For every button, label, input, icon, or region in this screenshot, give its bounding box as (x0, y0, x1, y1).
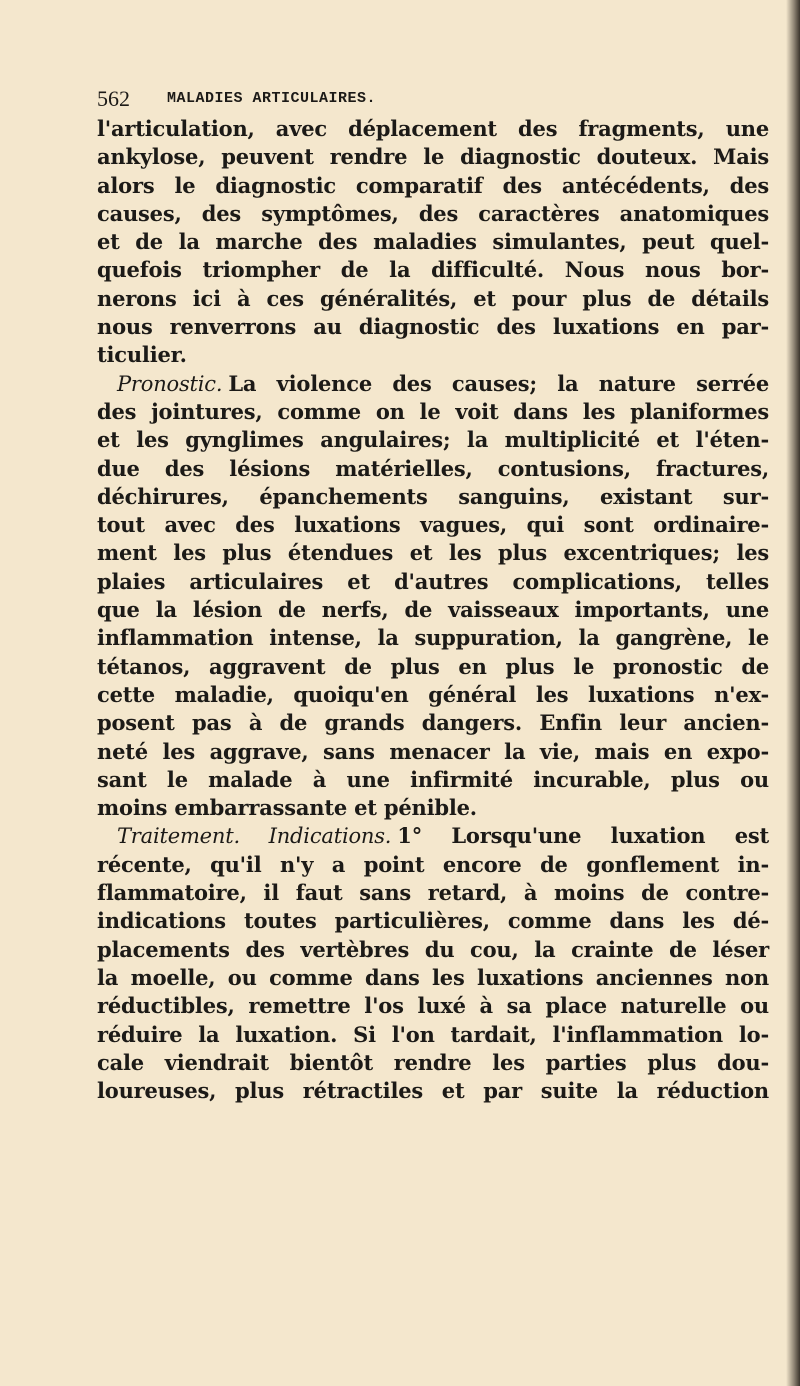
text-line: posent pas à de grands dangers. Enfin leur ancien- (97, 710, 769, 736)
section-heading-pronostic: Pronostic. (117, 371, 223, 396)
text-line: La violence des causes; la nature serrée (228, 370, 769, 396)
text-line: nous renverrons au diagnostic des luxations en par- (97, 314, 769, 340)
running-title: MALADIES ARTICULAIRES. (167, 90, 377, 107)
text-line: ticulier. (97, 342, 187, 368)
text-line: quefois triompher de la difficulté. Nous nous bor- (97, 257, 769, 283)
text-line: cette maladie, quoiqu'en général les luxations n'ex- (97, 681, 769, 707)
paragraph-start-pronostic (97, 370, 769, 398)
text-line: causes, des symptômes, des caractères anatomiques (97, 200, 769, 226)
text-line: plaies articulaires et d'autres complications, telles (97, 568, 769, 594)
text-line: placements des vertèbres du cou, la crainte de léser (97, 936, 769, 962)
text-line: réductibles, remettre l'os luxé à sa place naturelle ou (97, 993, 769, 1019)
text-line: flammatoire, il faut sans retard, à moins de contre- (97, 880, 769, 906)
text-line: indications toutes particulières, comme dans les dé- (97, 908, 769, 934)
text-line: que la lésion de nerfs, de vaisseaux importants, une (97, 597, 769, 623)
text-line: récente, qu'il n'y a point encore de gonflement in- (97, 851, 769, 877)
text-line: la moelle, ou comme dans les luxations anciennes non (97, 964, 769, 990)
text-line: déchirures, épanchements sanguins, existant sur- (97, 483, 769, 509)
page-edge-shadow (786, 0, 800, 1386)
text-line: ankylose, peuvent rendre le diagnostic douteux. Mais (97, 144, 769, 170)
page-number: 562 (97, 86, 130, 111)
text-line: et de la marche des maladies simulantes, peut quel- (97, 229, 769, 255)
text-line: des jointures, comme on le voit dans les planiformes (97, 398, 769, 424)
text-line: alors le diagnostic comparatif des antécédents, des (97, 172, 769, 198)
text-line: réduire la luxation. Si l'on tardait, l'inflammation lo- (97, 1021, 769, 1047)
section-heading-traitement: Traitement. Indications. (117, 824, 392, 849)
text-line: 1° Lorsqu'une luxation est (397, 823, 769, 849)
text-line: tout avec des luxations vagues, qui sont ordinaire- (97, 512, 769, 538)
text-line: neté les aggrave, sans menacer la vie, mais en expo- (97, 738, 769, 764)
text-line: moins embarrassante et pénible. (97, 795, 477, 821)
page-header (97, 86, 769, 114)
text-line: due des lésions matérielles, contusions, fractures, (97, 455, 769, 481)
text-line: inflammation intense, la suppuration, la gangrène, le (97, 625, 769, 651)
text-line: nerons ici à ces généralités, et pour plus de détails (97, 285, 769, 311)
text-line: ment les plus étendues et les plus excentriques; les (97, 540, 769, 566)
text-line: tétanos, aggravent de plus en plus le pronostic de (97, 653, 769, 679)
text-line: l'articulation, avec déplacement des fragments, une (97, 116, 769, 141)
paragraph-start-traitement (97, 822, 769, 850)
page-body (97, 115, 769, 1105)
text-line: et les gynglimes angulaires; la multiplicité et l'éten- (97, 427, 769, 453)
text-line: sant le malade à une infirmité incurable, plus ou (97, 766, 769, 792)
text-line: cale viendrait bientôt rendre les parties plus dou- (97, 1049, 769, 1075)
text-line: loureuses, plus rétractiles et par suite la réduction (97, 1078, 769, 1104)
